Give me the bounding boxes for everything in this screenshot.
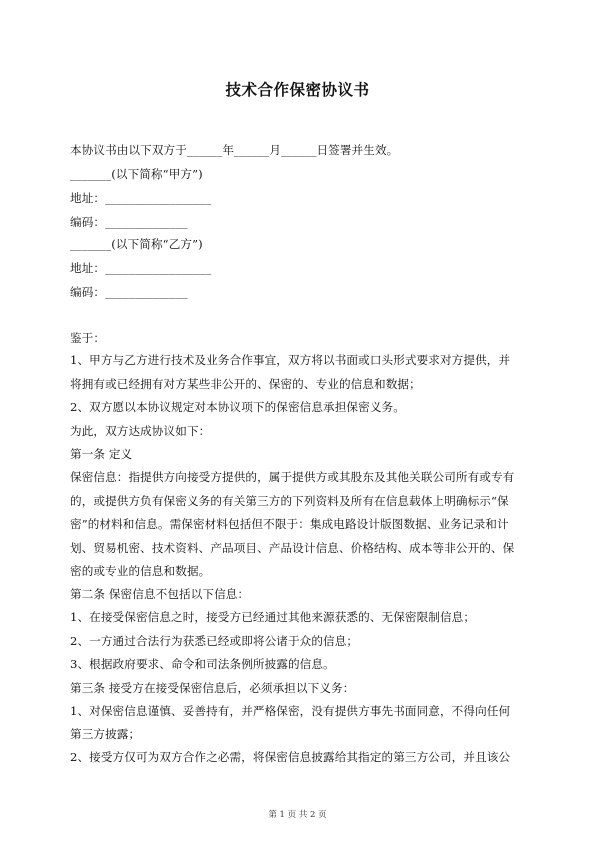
body-line: 地址：__________________: [70, 191, 212, 205]
body-line: 1、甲方与乙方进行技术及业务合作事宜，双方将以书面或口头形式要求对方提供，并: [70, 353, 511, 367]
body-line: 2、双方愿以本协议规定对本协议项下的保密信息承担保密义务。: [70, 400, 405, 414]
body-line: 3、根据政府要求、命令和司法条例所披露的信息。: [70, 657, 335, 671]
body-line: 保密信息：指提供方向接受方提供的，属于提供方或其股东及其他关联公司所有或专有: [70, 470, 515, 484]
body-line: 2、接受方仅可为双方合作之必需，将保密信息披露给其指定的第三方公司，并且该公: [70, 750, 511, 764]
body-line: 地址：__________________: [70, 261, 212, 275]
body-line: 划、贸易机密、技术资料、产品项目、产品设计信息、价格结构、成本等非公开的、保: [70, 541, 515, 555]
body-line: 本协议书由以下双方于______年______月______日签署并生效。: [70, 143, 399, 157]
body-line: _______(以下简称“甲方”): [70, 167, 203, 181]
body-line: 1、在接受保密信息之时，接受方已经通过其他来源获悉的、无保密限制信息；: [70, 610, 476, 624]
body-line: 密的或专业的信息和数据。: [70, 564, 211, 578]
body-line: 2、一方通过合法行为获悉已经或即将公诸于众的信息；: [70, 634, 359, 648]
page-footer: 第 1 页 共 2 页: [268, 810, 327, 820]
document-title: 技术合作保密协议书: [225, 81, 370, 99]
body-line: 编码：______________: [70, 285, 188, 299]
section-heading: 第二条 保密信息不包括以下信息：: [70, 587, 250, 601]
section-heading: 第三条 接受方在接受保密信息后，必须承担以下义务：: [70, 681, 355, 695]
body-line: 的，或提供方负有保密义务的有关第三方的下列资料及所有在信息载体上明确标示“保: [70, 494, 509, 508]
body-line: 1、对保密信息谨慎、妥善持有，并严格保密，没有提供方事先书面同意，不得向任何: [70, 704, 511, 718]
body-line: 将拥有或已经拥有对方某些非公开的、保密的、专业的信息和数据；: [70, 377, 421, 391]
body-line: 编码：______________: [70, 215, 188, 229]
section-heading: 第一条 定义: [70, 447, 133, 461]
body-line: 鉴于：: [70, 331, 106, 345]
body-line: _______(以下简称“乙方”): [70, 237, 203, 251]
body-line: 为此，双方达成协议如下：: [70, 424, 211, 438]
body-line: 第三方披露；: [70, 727, 141, 741]
body-line: 密”的材料和信息。需保密材料包括但不限于：集成电路设计版图数据、业务记录和计: [70, 517, 509, 531]
